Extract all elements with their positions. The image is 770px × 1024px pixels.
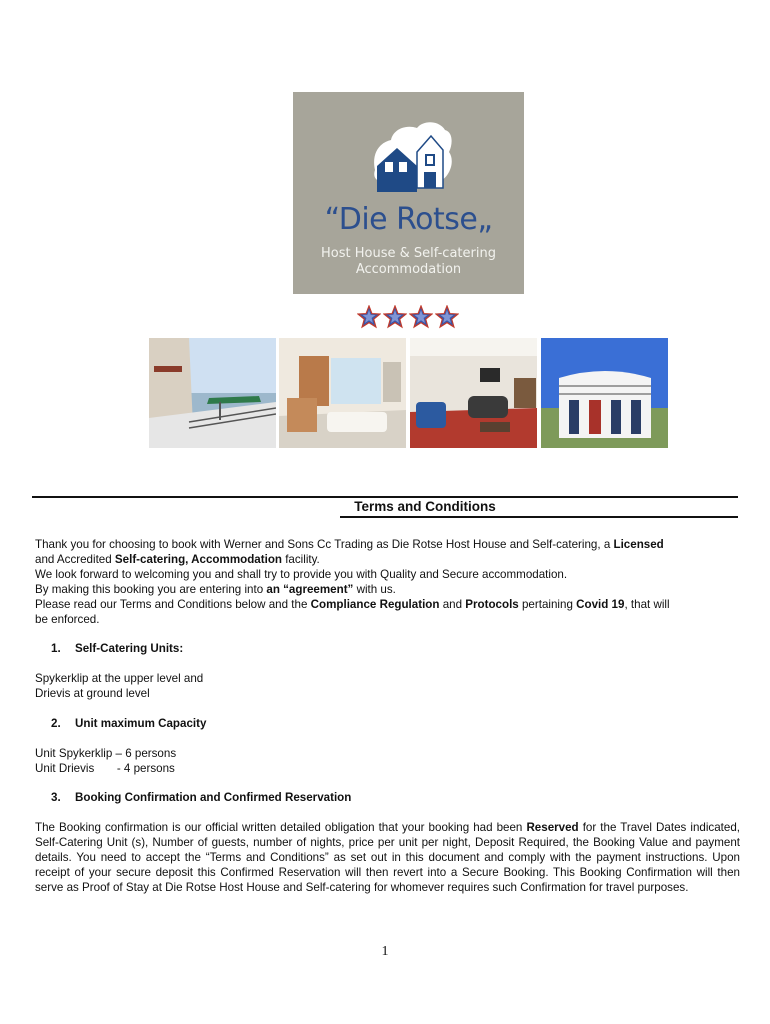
- brand-tagline-line-1: Host House & Self-catering: [321, 246, 496, 261]
- section-2-heading: [51, 716, 206, 731]
- brand-tagline-line-2: Accommodation: [355, 262, 462, 277]
- lounge-photo: [279, 338, 406, 448]
- section-1-line-1: Spykerklip at the upper level and: [35, 672, 204, 685]
- page-number: 1: [381, 944, 389, 959]
- intro-text: pertaining: [518, 598, 577, 611]
- section-title: Self-Catering Units:: [75, 642, 184, 655]
- section-number: 2.: [51, 717, 61, 730]
- section-number: 3.: [51, 791, 61, 804]
- intro-text: By making this booking you are entering into: [35, 583, 267, 596]
- house-logo-icon: [293, 92, 524, 212]
- section-title: Booking Confirmation and Confirmed Reservation: [75, 791, 352, 804]
- intro-bold-facility: Self-catering, Accommodation: [114, 553, 282, 566]
- section-1-heading: [51, 641, 183, 656]
- title-rule-top: [32, 496, 738, 498]
- section-title: Unit maximum Capacity: [75, 717, 207, 730]
- section-1-line-2: Drievis at ground level: [35, 687, 150, 700]
- star-icon: [409, 305, 433, 329]
- intro-text: and Accredited: [35, 553, 115, 566]
- intro-text: Thank you for choosing to book with Werner and Sons Cc Trading as Die Rotse Host House and Self-catering, a: [35, 538, 614, 551]
- exterior-photo: [541, 338, 668, 448]
- intro-text: , that will: [624, 598, 670, 611]
- section-body-text: for the Travel Dates indicated, Self-Catering Unit (s), Number of guests, number of nights, price per unit per night, Deposit Required, the Booking Value and payment details. You need to accept the “Terms and Conditions” as set out in this document and comply with the payment instructions. Upon receipt of your secure deposit this Confirmed Reservation will then revert into a Secure Booking. This Booking Confirmation will then serve as Proof of Stay at Die Rotse Host House and Self-catering for whomever requires such Confirmation for travel purposes.: [35, 821, 740, 894]
- intro-line-2: [35, 552, 740, 567]
- balcony-photo: [149, 338, 276, 448]
- die-rotse-logo: [293, 92, 524, 294]
- intro-bold-agreement: an “agreement”: [266, 583, 354, 596]
- star-rating: [357, 305, 461, 331]
- living-room-photo: [410, 338, 537, 448]
- star-icon: [383, 305, 407, 329]
- section-2-line-1: Unit Spykerklip – 6 persons: [35, 747, 177, 760]
- section-3-heading: [51, 790, 351, 805]
- intro-line-3: We look forward to welcoming you and shall try to provide you with Quality and Secure accommodation.: [35, 568, 568, 581]
- intro-bold-compliance: Compliance Regulation: [310, 598, 440, 611]
- intro-text: and: [439, 598, 466, 611]
- brand-name: “Die Rotse„: [324, 202, 493, 237]
- section-2-line-2: Unit Drievis - 4 persons: [35, 762, 175, 775]
- intro-line-1: [35, 537, 740, 552]
- intro-text: facility.: [281, 553, 320, 566]
- section-bold-reserved: Reserved: [526, 821, 579, 834]
- star-icon: [435, 305, 459, 329]
- page-title: Terms and Conditions: [354, 499, 496, 514]
- section-3-body: [35, 820, 740, 895]
- section-number: 1.: [51, 642, 61, 655]
- intro-text: with us.: [353, 583, 396, 596]
- intro-bold-licensed: Licensed: [613, 538, 664, 551]
- intro-line-4: [35, 582, 740, 597]
- star-icon: [357, 305, 381, 329]
- section-body-text: The Booking confirmation is our official written detailed obligation that your booking had been: [35, 821, 527, 834]
- title-rule-bottom: [340, 516, 738, 518]
- intro-bold-protocols: Protocols: [465, 598, 519, 611]
- intro-text: Please read our Terms and Conditions below and the: [35, 598, 311, 611]
- intro-line-6: be enforced.: [35, 613, 100, 626]
- intro-line-5: [35, 597, 740, 612]
- intro-bold-covid: Covid 19: [576, 598, 625, 611]
